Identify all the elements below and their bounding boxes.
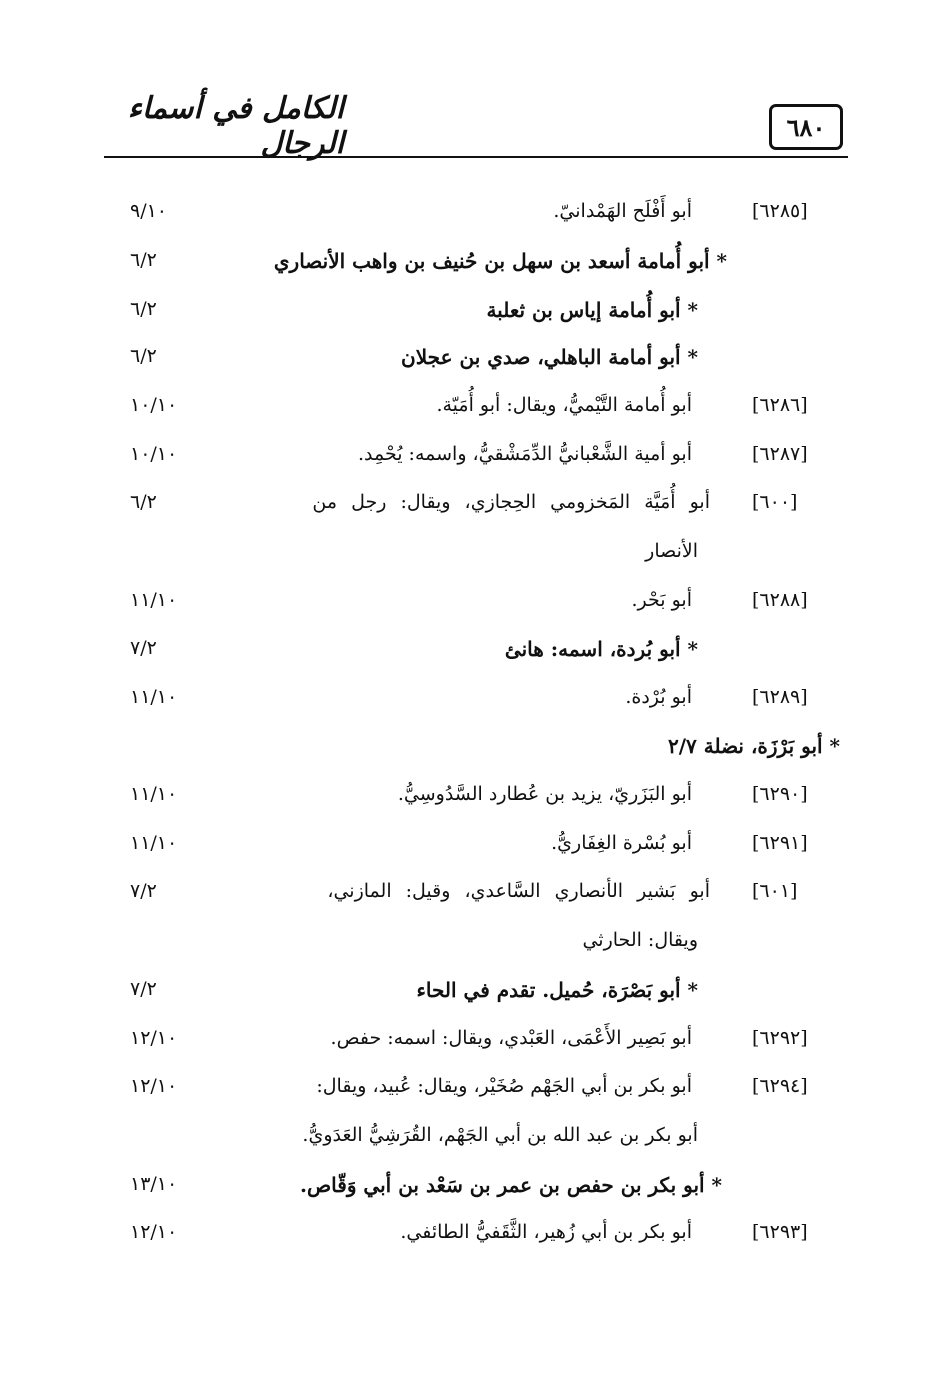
volume-page-ref: ١٢/١٠ <box>130 1027 178 1049</box>
volume-page-ref: ٧/٢ <box>130 637 157 659</box>
entry-name: أبو البَزَريّ، يزيد بن عُطارد السَّدُوسِيُّ. <box>397 783 692 805</box>
entry-name: أبو بُرْدة. <box>625 686 692 708</box>
entry-row <box>100 345 840 385</box>
cross-reference-name: * أبو بَصْرَة، حُميل. تقدم في الحاء <box>416 978 698 1002</box>
entry-number: [٦٠١] <box>752 880 798 902</box>
volume-page-ref: ٧/٢ <box>130 880 157 902</box>
entry-name: أبو بكر بن أبي زُهير، الثَّقَفيُّ الطائفي. <box>400 1221 692 1243</box>
entry-continuation-row <box>100 1124 840 1164</box>
entry-row <box>100 249 840 289</box>
cross-reference-name: * أبو بَرْزَة، نضلة ٢/٧ <box>667 734 840 758</box>
volume-page-ref: ٩/١٠ <box>130 200 168 222</box>
volume-page-ref: ١١/١٠ <box>130 783 178 805</box>
volume-page-ref: ٦/٢ <box>130 249 157 271</box>
entry-name: أبو بَشير الأنصاري السَّاعدي، وقيل: المازني، <box>327 880 710 902</box>
entry-number: [٦٢٩١] <box>752 832 808 854</box>
entry-number: [٦٢٩٤] <box>752 1075 808 1097</box>
entry-row <box>100 978 840 1018</box>
volume-page-ref: ١٠/١٠ <box>130 443 178 465</box>
entry-continuation: ويقال: الحارثي <box>582 929 698 951</box>
entry-row <box>100 783 840 823</box>
volume-page-ref: ١١/١٠ <box>130 832 178 854</box>
entry-name: أبو بُسْرة الغِفَاريُّ. <box>551 832 692 854</box>
volume-page-ref: ١٠/١٠ <box>130 394 178 416</box>
entry-name: أبو أُمامة التَّيْميُّ، ويقال: أبو أُمَيّة. <box>436 394 692 416</box>
entry-name: أبو أَفْلَح الهَمْدانيّ. <box>553 200 692 222</box>
cross-reference-name: * أبو بُردة، اسمه: هانئ <box>504 637 698 661</box>
entry-name: أبو بكر بن أبي الجَهْم صُخَيْر، ويقال: عُبيد، ويقال: <box>316 1075 692 1097</box>
entry-name: أبو أُمَيَّة المَخزومي الحِجازي، ويقال: رجل من <box>312 491 710 513</box>
entry-number: [٦٢٨٩] <box>752 686 808 708</box>
entry-number: [٦٢٩٣] <box>752 1221 808 1243</box>
cross-reference-name: * أبو أُمامة أسعد بن سهل بن حُنيف بن واهب الأنصاري <box>273 249 727 273</box>
volume-page-ref: ١٣/١٠ <box>130 1173 178 1195</box>
volume-page-ref: ١٢/١٠ <box>130 1075 178 1097</box>
cross-reference-name: * أبو بكر بن حفص بن عمر بن سَعْد بن أبي وَقّاص. <box>300 1173 722 1197</box>
entry-number: [٦٢٩٠] <box>752 783 808 805</box>
entry-number: [٦٢٨٨] <box>752 589 808 611</box>
entry-row <box>100 1027 840 1067</box>
entry-number: [٦٢٨٦] <box>752 394 808 416</box>
entry-row <box>100 880 840 920</box>
entry-name: أبو أمية الشَّعْبانيُّ الدِّمَشْقيُّ، واسمه: يُحْمِد. <box>357 443 692 465</box>
entry-number: [٦٢٨٥] <box>752 200 808 222</box>
volume-page-ref: ٦/٢ <box>130 345 157 367</box>
volume-page-ref: ١١/١٠ <box>130 589 178 611</box>
volume-page-ref: ٦/٢ <box>130 491 157 513</box>
header-divider <box>104 156 848 158</box>
cross-reference-name: * أبو أُمامة إياس بن ثعلبة <box>486 298 698 322</box>
entry-row <box>100 1173 840 1213</box>
entry-name: أبو بَصِير الأَعْمَى، العَبْدي، ويقال: اسمه: حفص. <box>330 1027 692 1049</box>
entry-number: [٦٢٩٢] <box>752 1027 808 1049</box>
entry-continuation: أبو بكر بن عبد الله بن أبي الجَهْم، القُرَشِيُّ العَدَويُّ. <box>302 1124 698 1146</box>
entry-row <box>100 1221 840 1261</box>
cross-reference-name: * أبو أمامة الباهلي، صدي بن عجلان <box>401 345 698 369</box>
page-number: ٦٨٠ <box>769 104 843 150</box>
entry-row <box>100 394 840 434</box>
entry-row <box>100 491 840 531</box>
entry-row <box>100 734 840 774</box>
running-title: الكامل في أسماء الرجال <box>127 91 344 161</box>
volume-page-ref: ٦/٢ <box>130 298 157 320</box>
entry-row <box>100 298 840 338</box>
entry-row <box>100 589 840 629</box>
volume-page-ref: ١٢/١٠ <box>130 1221 178 1243</box>
entry-continuation: الأنصار <box>645 540 698 562</box>
entry-row <box>100 832 840 872</box>
volume-page-ref: ١١/١٠ <box>130 686 178 708</box>
entry-row <box>100 1075 840 1115</box>
entry-row <box>100 686 840 726</box>
entry-number: [٦٠٠] <box>752 491 798 513</box>
entry-row <box>100 443 840 483</box>
entry-row <box>100 637 840 677</box>
entry-name: أبو بَحْر. <box>631 589 692 611</box>
entry-continuation-row <box>100 540 840 580</box>
entry-continuation-row <box>100 929 840 969</box>
entry-row <box>100 200 840 240</box>
entry-number: [٦٢٨٧] <box>752 443 808 465</box>
volume-page-ref: ٧/٢ <box>130 978 157 1000</box>
